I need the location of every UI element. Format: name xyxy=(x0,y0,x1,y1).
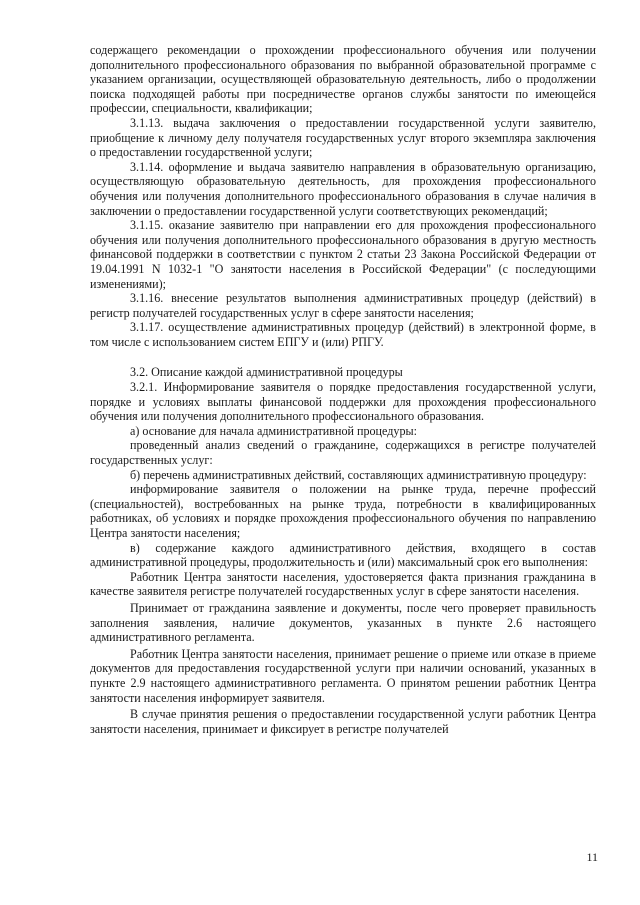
paragraph: 3.1.13. выдача заключения о предоставлении государственной услуги заявителю, приобщение к личному делу получателя государственных услуг второго экземпляра заключения о предоставлении государственной услуги; xyxy=(90,115,596,160)
paragraph: 3.1.14. оформление и выдача заявителю направления в образовательную организацию, осуществляющую образовательную деятельность, для прохождения профессионального обучения или получения дополнительного профессионального образования в случае наличия в заключении о предоставлении государственной услуги соответствующих рекомендаций; xyxy=(90,159,596,218)
paragraph: Принимает от гражданина заявление и документы, после чего проверяет правильность заполнения заявления, наличие документов, указанных в пункте 2.6 настоящего административного регламента. xyxy=(90,600,596,645)
paragraph: В случае принятия решения о предоставлении государственной услуги работник Центра занятости населения, принимает и фиксирует в регистре получателей xyxy=(90,707,596,736)
paragraph: 3.1.16. внесение результатов выполнения административных процедур (действий) в регистр получателей государственных услуг в сфере занятости населения; xyxy=(90,291,596,320)
paragraph: Работник Центра занятости населения, принимает решение о приеме или отказе в приеме документов для предоставления государственной услуги при наличии оснований, указанных в пункте 2.9 настоящего административного регламента. О принятом решении работник Центра занятости населения информирует заявителя. xyxy=(90,646,596,705)
paragraph: 3.2.1. Информирование заявителя о порядке предоставления государственной услуги, порядке и условиях выплаты финансовой поддержки для прохождения профессионального обучения или получения дополнительного профессионального образования. xyxy=(90,380,596,424)
page-number: 11 xyxy=(586,850,598,864)
paragraph: содержащего рекомендации о прохождении профессионального обучения или получении дополнительного профессионального образования по выбранной образовательной программе с указанием организации, осуществляющей образовательную деятельность, либо о продолжении поиска подходящей работы при посредничестве органов службы занятости по имеющейся профессии, специальности, квалификации; xyxy=(90,43,596,116)
paragraph: 3.2. Описание каждой административной процедуры xyxy=(130,365,403,380)
paragraph: информирование заявителя о положении на рынке труда, перечне профессий (специальностей), востребованных на рынке труда, потребности в квалифицированных работниках, об условиях и порядке прохождения профессионального обучения по направлению Центра занятости населения; xyxy=(90,482,596,540)
paragraph: б) перечень административных действий, составляющих административную процедуру: xyxy=(130,467,587,482)
paragraph: Работник Центра занятости населения, удостоверяется факта признания гражданина в качестве заявителя регистре получателей государственных услуг в сфере занятости населения. xyxy=(90,569,596,599)
paragraph: 3.1.15. оказание заявителю при направлении его для прохождения профессионального обучения или получения дополнительного профессионального образования в другую местность финансовой поддержки в соответствии с пунктом 2 статьи 23 Закона Российской Федерации от 19.04.1991 N 1032-1 "О занятости населения в Российской Федерации" (с последующими изменениями); xyxy=(90,218,596,291)
paragraph: 3.1.17. осуществление административных процедур (действий) в электронной форме, в том числе с использованием систем ЕПГУ и (или) РПГУ. xyxy=(90,320,596,349)
paragraph: проведенный анализ сведений о гражданине, содержащихся в регистре получателей государственных услуг: xyxy=(90,438,596,468)
paragraph: а) основание для начала административной процедуры: xyxy=(130,423,417,438)
document-body xyxy=(90,43,596,736)
paragraph: в) содержание каждого административного действия, входящего в состав административной процедуры, продолжительность и (или) максимальный срок его выполнения: xyxy=(90,540,596,570)
